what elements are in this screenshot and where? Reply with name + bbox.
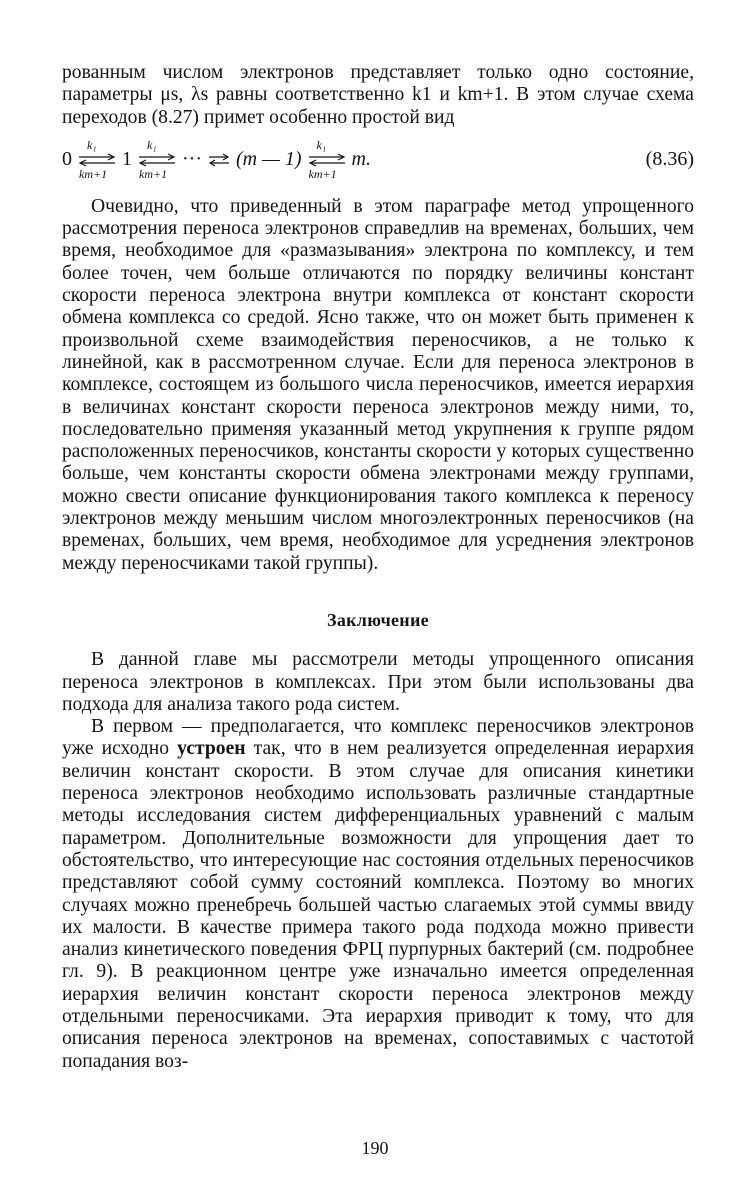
- reversible-arrow-3: [207, 153, 231, 167]
- paragraph-method-validity: Очевидно, что приведенный в этом параграфе метод упрощенного рассмотрения переноса электронов справедлив на временах, больших, чем время, необходимое для «размазывания» электрона по комплексу, и тем более точен, чем больше отличаются по порядку величины констант скорости переноса электрона внутри комплекса от констант скорости обмена комплекса со средой. Ясно также, что он может быть применен к произвольной схеме взаимодействия переносчиков, а не только к линейной, как в рассмотренном случае. Если для переноса электронов в комплексе, состоящем из большого числа переносчиков, имеется иерархия в величинах констант скорости переноса электронов между ними, то, последовательно применяя указанный метод укрупнения к группе рядом расположенных переносчиков, константы скорости у которых существенно больше, чем константы скорости обмена электронами между группами, можно свести описание функционирования такого комплекса к переносу электронов между меньшим числом многоэлектронных переносчиков (на временах, больших, чем время, необходимое для усреднения электронов между переносчиками такой группы).: [62, 195, 694, 574]
- equation-8-36: [62, 130, 694, 196]
- equation-number: (8.36): [645, 147, 694, 170]
- rate-forward-label: k₁: [87, 138, 97, 153]
- page-number: 190: [361, 1138, 389, 1158]
- text-run: В первом — предполагается, что комплекс переносчиков электронов уже исходно: [62, 716, 694, 760]
- equation-expression: [62, 138, 371, 182]
- paragraph-intro: рованным числом электронов представляет только одно состояние, параметры μs, λs равны соответственно k1 и km+1. В этом случае схема переходов (8.27) примет особенно простой вид: [62, 62, 694, 128]
- reversible-arrow-2: [137, 138, 177, 182]
- section-heading: Заключение: [327, 609, 429, 630]
- state-1: 1: [122, 147, 132, 170]
- bold-term: устроен: [177, 738, 246, 760]
- rate-backward-label: km+1: [79, 167, 108, 182]
- rate-backward-label: km+1: [139, 167, 168, 182]
- paragraph-conclusion-intro: В данной главе мы рассмотрели методы упрощенного описания переноса электронов в комплексах. При этом были использованы два подхода для анализа такого рода систем.: [62, 649, 694, 715]
- state-0: 0: [62, 147, 72, 170]
- ellipsis: ···: [182, 147, 202, 170]
- paragraph-first-approach: [62, 716, 694, 1073]
- rate-forward-label: k₁: [147, 138, 157, 153]
- reversible-arrow-1: [77, 138, 117, 182]
- state-m: m.: [351, 147, 371, 170]
- reversible-arrow-4: [307, 138, 347, 182]
- state-m-minus-1: (m — 1): [235, 147, 302, 170]
- text-run: так, что в нем реализуется определенная иерархия величин констант скорости. В этом случае для описания кинетики переноса электронов необходимо использовать различные стандартные методы исследования систем дифференциальных уравнений с малым параметром. Дополнительные возможности для упрощения дает то обстоятельство, что интересующие нас состояния отдельных переносчиков представляют собой сумму состояний комплекса. Поэтому во многих случаях можно пренебречь большей частью слагаемых этой суммы ввиду их малости. В качестве примера такого рода подхода можно привести анализ кинетического поведения ФРЦ пурпурных бактерий (см. подробнее гл. 9). В реакционном центре уже изначально имеется определенная иерархия величин констант скорости переноса электронов между отдельными переносчиками. Эта иерархия приводит к тому, что для описания переноса электронов на временах, сопоставимых с частотой попадания воз-: [62, 738, 694, 1072]
- rate-backward-label: km+1: [308, 167, 337, 182]
- rate-forward-label: k₁: [316, 138, 327, 153]
- page-body: [62, 62, 694, 1073]
